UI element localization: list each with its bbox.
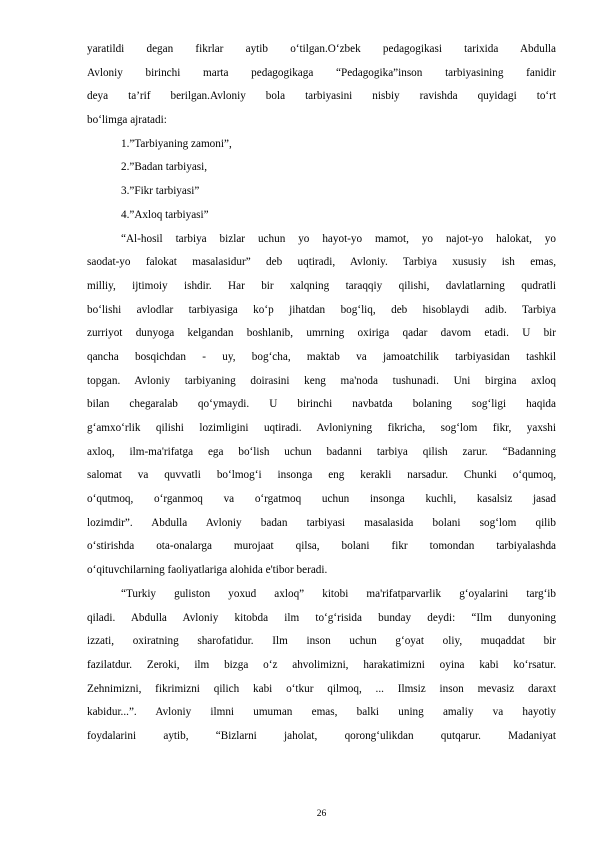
text-line: Avloniy birinchi marta pedagogikaga “Pedagogika”insоn tarbiyasining fanidir [87,66,556,79]
text-line: bilan chegaralab qo‘ymaydi. U birinchi navbatda bolaning sog‘ligi haqida [87,398,556,411]
text-line: 4.”Axloq tarbiyasi” [121,208,209,221]
text-line: g‘amxo‘rlik qilishi lozimligini uqtiradi. Avloniyning fikricha, sog‘lom fikr, yaxshi [87,422,556,434]
text-line: axloq, ilm-ma'rifatga ega bo‘lish uchun badanni tarbiya qilish zarur. “Badanning [87,445,556,458]
document-body [87,0,556,749]
text-line: lozimdir”. Abdulla Avloniy badan tarbiyasi masalasida bolani sog‘lom qilib [87,516,556,529]
text-line: 3.”Fikr tarbiyasi” [121,185,200,198]
text-line: zurriyot dunyoga kelgandan boshlanib, umrning oxiriga qadar davom etadi. U bir [87,327,556,340]
text-line: fazilatdur. Zeroki, ilm bizga o‘z ahvolimizni, harakatimizni oyina kabi ko‘rsatur. [87,658,556,671]
text-line: kabidur...”. Avloniy ilmni umuman emas, balki uning amaliy va hayotiy [87,706,556,719]
text-line: 1.”Tarbiyaning zamoni”, [121,137,232,150]
text-line: topgan. Avloniy tarbiyaning doirasini keng ma'noda tushunadi. Uni birgina axloq [87,374,556,387]
text-line: yaratildi degan fikrlar aytib o‘tilgan.O‘zbek pedagogikasi tarixida Abdulla [87,43,556,55]
text-line: foydalarini aytib, “Bizlarni jaholat, qorong‘ulikdan qutqarur. Madaniyat [87,729,556,742]
text-line: saodat-yo falokat masalasidur” deb uqtiradi, Avloniy. Tarbiya xususiy ish emas, [87,256,556,269]
text-line: qancha bosqichdan - uy, bog‘cha, maktab va jamoatchilik tarbiyasidan tashkil [87,350,556,363]
page-number: 26 [316,809,327,819]
text-line: o‘qituvchilarning faoliyatlariga alohida e'tibor beradi. [87,564,328,577]
text-line: o‘stirishda ota-onalarga murojaat qilsa, bolani fikr tomondan tarbiyalashda [87,540,556,553]
text-line: bo‘lishi avlodlar tarbiyasiga ko‘p jihatdan bog‘liq, deb hisoblaydi adib. Tarbiya [87,303,556,316]
text-line: Zehnimizni, fikrimizni qilich kabi o‘tkur qilmoq, ... Ilmsiz inson mevasiz daraxt [87,682,556,695]
text-line: milliy, ijtimoiy ishdir. Har bir xalqning taraqqiy qilishi, davlatlarning qudratli [87,279,556,292]
text-line: bo‘limga ajratadi: [87,114,167,127]
text-line: qiladi. Abdulla Avloniy kitobda ilm to‘g‘risida bunday deydi: “Ilm dunyoning [87,611,556,624]
text-line: o‘qutmoq, o‘rganmoq va o‘rgatmoq uchun insonga kuchli, kasalsiz jasad [87,493,556,506]
text-line: “Turkiy guliston yoxud axloq” kitobi ma'rifatparvarlik g‘oyalarini targ‘ib [121,587,556,600]
document-page [87,0,556,819]
text-line: salomat va quvvatli bo‘lmog‘i insonga eng kerakli narsadur. Chunki o‘qumoq, [87,469,556,482]
text-line: deya ta’rif berilgan.Avloniy bola tarbiyasini nisbiy ravishda quyidagi to‘rt [87,90,556,103]
text-line: “Al-hosil tarbiya bizlar uchun yo hayot-yo mamot, yo najot-yo halokat, yo [121,232,556,245]
text-line: 2.”Badan tarbiyasi, [121,161,208,174]
text-line: izzati, oxiratning sharofatidur. Ilm inson uchun g‘oyat oliy, muqaddat bir [87,635,556,648]
